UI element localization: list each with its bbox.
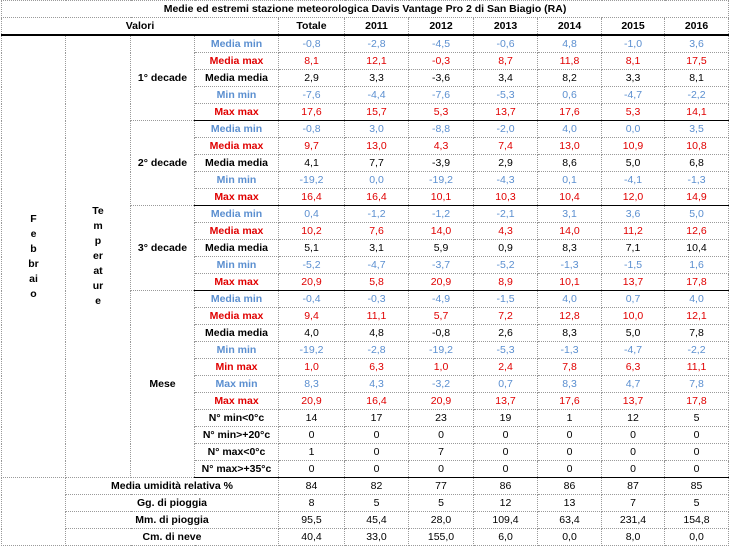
value-cell: 7,7 [345, 155, 409, 172]
value-cell: 8,3 [538, 376, 602, 393]
value-cell: 28,0 [409, 512, 474, 529]
row-label: Min min [195, 87, 279, 104]
value-cell: -19,2 [279, 342, 345, 359]
value-cell: 5,0 [602, 325, 665, 342]
value-cell: 1 [279, 444, 345, 461]
value-cell: -4,7 [345, 257, 409, 274]
value-cell: 0 [474, 444, 538, 461]
value-cell: 4,0 [665, 291, 729, 308]
value-cell: 4,0 [538, 121, 602, 138]
value-cell: 0 [345, 444, 409, 461]
value-cell: 6,8 [665, 155, 729, 172]
value-cell: 8,0 [602, 529, 665, 546]
weather-table [1, 0, 729, 546]
value-cell: 63,4 [538, 512, 602, 529]
row-label: Min min [195, 342, 279, 359]
value-cell: 3,3 [602, 70, 665, 87]
value-cell: 7,2 [474, 308, 538, 325]
value-cell: 7,8 [665, 325, 729, 342]
value-cell: 0,7 [474, 376, 538, 393]
group-label: 2° decade [131, 121, 195, 206]
value-cell: 9,4 [279, 308, 345, 325]
value-cell: 8,2 [538, 70, 602, 87]
value-cell: -2,2 [665, 87, 729, 104]
value-cell: 0 [279, 427, 345, 444]
value-cell: 8,9 [474, 274, 538, 291]
value-cell: 12,1 [665, 308, 729, 325]
header-col: 2011 [345, 18, 409, 36]
value-cell: 5,9 [409, 240, 474, 257]
value-cell: 7,6 [345, 223, 409, 240]
table-row [2, 35, 729, 53]
value-cell: 2,9 [474, 155, 538, 172]
value-cell: 0,9 [474, 240, 538, 257]
value-cell: 2,6 [474, 325, 538, 342]
value-cell: 5 [665, 410, 729, 427]
table-title: Medie ed estremi stazione meteorologica Davis Vantage Pro 2 di San Biagio (RA) [2, 1, 729, 18]
value-cell: 17 [345, 410, 409, 427]
value-cell: 0 [665, 444, 729, 461]
row-label: Media max [195, 308, 279, 325]
value-cell: 0,0 [602, 121, 665, 138]
value-cell: 20,9 [279, 393, 345, 410]
value-cell: -0,8 [279, 35, 345, 53]
value-cell: 1,0 [279, 359, 345, 376]
value-cell: -3,6 [409, 70, 474, 87]
value-cell: 10,4 [538, 189, 602, 206]
header-col: 2014 [538, 18, 602, 36]
value-cell: 3,5 [665, 121, 729, 138]
value-cell: -5,2 [279, 257, 345, 274]
value-cell: 14,1 [665, 104, 729, 121]
value-cell: 8,1 [279, 53, 345, 70]
value-cell: -8,8 [409, 121, 474, 138]
row-label: Media max [195, 223, 279, 240]
value-cell: -2,8 [345, 35, 409, 53]
value-cell: -1,3 [665, 172, 729, 189]
value-cell: 8,3 [538, 240, 602, 257]
value-cell: -5,3 [474, 87, 538, 104]
row-label: N° min>+20°c [195, 427, 279, 444]
row-label: Media media [195, 155, 279, 172]
value-cell: -4,1 [602, 172, 665, 189]
value-cell: 13,0 [538, 138, 602, 155]
value-cell: 11,2 [602, 223, 665, 240]
value-cell: -4,7 [602, 87, 665, 104]
value-cell: 17,5 [665, 53, 729, 70]
value-cell: 0 [665, 427, 729, 444]
value-cell: -1,3 [538, 257, 602, 274]
value-cell: 10,4 [665, 240, 729, 257]
group-label: 3° decade [131, 206, 195, 291]
value-cell: 0 [602, 427, 665, 444]
row-label: Min max [195, 359, 279, 376]
summary-row [2, 478, 729, 495]
value-cell: 20,9 [409, 393, 474, 410]
row-label: Max max [195, 104, 279, 121]
value-cell: -4,7 [602, 342, 665, 359]
value-cell: 10,0 [602, 308, 665, 325]
value-cell: -0,3 [345, 291, 409, 308]
value-cell: 6,3 [345, 359, 409, 376]
value-cell: -7,6 [279, 87, 345, 104]
value-cell: 4,8 [538, 35, 602, 53]
value-cell: 154,8 [665, 512, 729, 529]
value-cell: -2,2 [665, 342, 729, 359]
value-cell: 0,7 [602, 291, 665, 308]
value-cell: -3,2 [409, 376, 474, 393]
value-cell: 5,7 [409, 308, 474, 325]
value-cell: 0 [345, 461, 409, 478]
value-cell: 5 [409, 495, 474, 512]
header-row [2, 18, 729, 36]
value-cell: 16,4 [279, 189, 345, 206]
value-cell: 15,7 [345, 104, 409, 121]
value-cell: 5,8 [345, 274, 409, 291]
value-cell: 4,3 [345, 376, 409, 393]
value-cell: 1 [538, 410, 602, 427]
value-cell: -4,3 [474, 172, 538, 189]
summary-label: Cm. di neve [66, 529, 279, 546]
row-label: Media min [195, 206, 279, 223]
row-label: Max max [195, 274, 279, 291]
value-cell: -5,3 [474, 342, 538, 359]
value-cell: 17,8 [665, 393, 729, 410]
value-cell: 1,0 [409, 359, 474, 376]
summary-row [2, 495, 729, 512]
value-cell: 7,8 [665, 376, 729, 393]
row-label: Max max [195, 393, 279, 410]
row-label: Media min [195, 35, 279, 53]
row-label: Max max [195, 189, 279, 206]
value-cell: 0 [279, 461, 345, 478]
value-cell: 0,4 [279, 206, 345, 223]
value-cell: 84 [279, 478, 345, 495]
value-cell: 82 [345, 478, 409, 495]
summary-row [2, 529, 729, 546]
value-cell: 10,1 [409, 189, 474, 206]
value-cell: -0,4 [279, 291, 345, 308]
value-cell: 0 [409, 427, 474, 444]
summary-label: Media umidità relativa % [66, 478, 279, 495]
value-cell: 9,7 [279, 138, 345, 155]
month-label [2, 35, 66, 478]
value-cell: 0 [538, 427, 602, 444]
value-cell: 0 [665, 461, 729, 478]
value-cell: -0,3 [409, 53, 474, 70]
header-col: Totale [279, 18, 345, 36]
value-cell: -1,3 [538, 342, 602, 359]
value-cell: 20,9 [409, 274, 474, 291]
value-cell: 11,1 [665, 359, 729, 376]
value-cell: 5,3 [409, 104, 474, 121]
value-cell: -0,6 [474, 35, 538, 53]
value-cell: 7,8 [538, 359, 602, 376]
value-cell: 13,7 [602, 274, 665, 291]
value-cell: -2,0 [474, 121, 538, 138]
value-cell: 3,3 [345, 70, 409, 87]
value-cell: 0 [345, 427, 409, 444]
value-cell: 0 [538, 461, 602, 478]
value-cell: 0,1 [538, 172, 602, 189]
value-cell: -2,8 [345, 342, 409, 359]
value-cell: -19,2 [409, 172, 474, 189]
value-cell: 0 [602, 461, 665, 478]
value-cell: 33,0 [345, 529, 409, 546]
value-cell: 20,9 [279, 274, 345, 291]
value-cell: -0,8 [409, 325, 474, 342]
value-cell: 16,4 [345, 189, 409, 206]
value-cell: 16,4 [345, 393, 409, 410]
row-label: Media min [195, 291, 279, 308]
value-cell: 13,0 [345, 138, 409, 155]
value-cell: 7 [409, 444, 474, 461]
value-cell: 3,6 [602, 206, 665, 223]
value-cell: 10,1 [538, 274, 602, 291]
value-cell: 8,3 [279, 376, 345, 393]
value-cell: 0 [409, 461, 474, 478]
value-cell: 8,3 [538, 325, 602, 342]
value-cell: 3,4 [474, 70, 538, 87]
value-cell: -2,1 [474, 206, 538, 223]
value-cell: 8,7 [474, 53, 538, 70]
value-cell: 0,0 [345, 172, 409, 189]
value-cell: 17,8 [665, 274, 729, 291]
value-cell: 12,6 [665, 223, 729, 240]
value-cell: 4,7 [602, 376, 665, 393]
value-cell: 77 [409, 478, 474, 495]
value-cell: 8 [279, 495, 345, 512]
temperature-text: Temperature [92, 205, 104, 307]
value-cell: 7,1 [602, 240, 665, 257]
value-cell: 4,8 [345, 325, 409, 342]
value-cell: 4,3 [474, 223, 538, 240]
value-cell: 86 [538, 478, 602, 495]
value-cell: 6,3 [602, 359, 665, 376]
value-cell: -0,8 [279, 121, 345, 138]
value-cell: 95,5 [279, 512, 345, 529]
header-col: 2015 [602, 18, 665, 36]
value-cell: 17,6 [538, 393, 602, 410]
header-col: 2013 [474, 18, 538, 36]
value-cell: 19 [474, 410, 538, 427]
group-label: Mese [131, 291, 195, 478]
summary-blank [2, 478, 66, 546]
value-cell: -1,5 [602, 257, 665, 274]
row-label: Media min [195, 121, 279, 138]
row-label: Min min [195, 172, 279, 189]
value-cell: -1,5 [474, 291, 538, 308]
value-cell: 8,6 [538, 155, 602, 172]
row-label: Media max [195, 138, 279, 155]
value-cell: 85 [665, 478, 729, 495]
row-label: Min min [195, 257, 279, 274]
value-cell: -5,2 [474, 257, 538, 274]
summary-label: Gg. di pioggia [66, 495, 279, 512]
value-cell: 2,9 [279, 70, 345, 87]
value-cell: 5 [345, 495, 409, 512]
value-cell: 0,6 [538, 87, 602, 104]
row-label: Media media [195, 70, 279, 87]
value-cell: 4,0 [538, 291, 602, 308]
value-cell: 10,9 [602, 138, 665, 155]
value-cell: 10,2 [279, 223, 345, 240]
value-cell: 3,1 [345, 240, 409, 257]
value-cell: 0 [474, 461, 538, 478]
value-cell: 3,1 [538, 206, 602, 223]
value-cell: 87 [602, 478, 665, 495]
value-cell: 3,6 [665, 35, 729, 53]
value-cell: 0 [474, 427, 538, 444]
value-cell: 0,0 [665, 529, 729, 546]
value-cell: 12 [474, 495, 538, 512]
row-label: Media media [195, 325, 279, 342]
value-cell: 13,7 [474, 393, 538, 410]
value-cell: 5,0 [602, 155, 665, 172]
value-cell: -4,4 [345, 87, 409, 104]
value-cell: -3,7 [409, 257, 474, 274]
value-cell: 8,1 [665, 70, 729, 87]
header-col: 2012 [409, 18, 474, 36]
temperature-label [66, 35, 131, 478]
value-cell: 155,0 [409, 529, 474, 546]
value-cell: 17,6 [279, 104, 345, 121]
header-col: 2016 [665, 18, 729, 36]
value-cell: 4,0 [279, 325, 345, 342]
month-text: Febbraio [28, 212, 39, 300]
value-cell: 4,3 [409, 138, 474, 155]
value-cell: 2,4 [474, 359, 538, 376]
row-label: N° max<0°c [195, 444, 279, 461]
row-label: Max min [195, 376, 279, 393]
value-cell: -1,0 [602, 35, 665, 53]
value-cell: 13,7 [602, 393, 665, 410]
value-cell: 0 [602, 444, 665, 461]
value-cell: -19,2 [409, 342, 474, 359]
summary-row [2, 512, 729, 529]
row-label: Media max [195, 53, 279, 70]
value-cell: 12,0 [602, 189, 665, 206]
value-cell: 12 [602, 410, 665, 427]
value-cell: 86 [474, 478, 538, 495]
value-cell: 14 [279, 410, 345, 427]
row-label: Media media [195, 240, 279, 257]
summary-label: Mm. di pioggia [66, 512, 279, 529]
value-cell: 11,1 [345, 308, 409, 325]
value-cell: 5,3 [602, 104, 665, 121]
value-cell: -19,2 [279, 172, 345, 189]
value-cell: 7 [602, 495, 665, 512]
value-cell: 3,0 [345, 121, 409, 138]
value-cell: 5 [665, 495, 729, 512]
value-cell: 5,1 [279, 240, 345, 257]
value-cell: 0 [538, 444, 602, 461]
value-cell: 109,4 [474, 512, 538, 529]
value-cell: -3,9 [409, 155, 474, 172]
value-cell: 0,0 [538, 529, 602, 546]
value-cell: -1,2 [409, 206, 474, 223]
value-cell: 13,7 [474, 104, 538, 121]
value-cell: 14,0 [538, 223, 602, 240]
value-cell: 8,1 [602, 53, 665, 70]
value-cell: 1,6 [665, 257, 729, 274]
value-cell: -4,5 [409, 35, 474, 53]
value-cell: 14,0 [409, 223, 474, 240]
value-cell: 5,0 [665, 206, 729, 223]
row-label: N° min<0°c [195, 410, 279, 427]
value-cell: -4,9 [409, 291, 474, 308]
value-cell: 23 [409, 410, 474, 427]
value-cell: -7,6 [409, 87, 474, 104]
value-cell: 17,6 [538, 104, 602, 121]
group-label: 1° decade [131, 35, 195, 121]
value-cell: 45,4 [345, 512, 409, 529]
value-cell: 6,0 [474, 529, 538, 546]
header-valori: Valori [2, 18, 279, 36]
value-cell: 7,4 [474, 138, 538, 155]
value-cell: 11,8 [538, 53, 602, 70]
value-cell: 12,8 [538, 308, 602, 325]
value-cell: 40,4 [279, 529, 345, 546]
value-cell: 10,8 [665, 138, 729, 155]
value-cell: 231,4 [602, 512, 665, 529]
value-cell: 10,3 [474, 189, 538, 206]
row-label: N° max>+35°c [195, 461, 279, 478]
value-cell: 4,1 [279, 155, 345, 172]
value-cell: 14,9 [665, 189, 729, 206]
value-cell: 13 [538, 495, 602, 512]
value-cell: 12,1 [345, 53, 409, 70]
value-cell: -1,2 [345, 206, 409, 223]
